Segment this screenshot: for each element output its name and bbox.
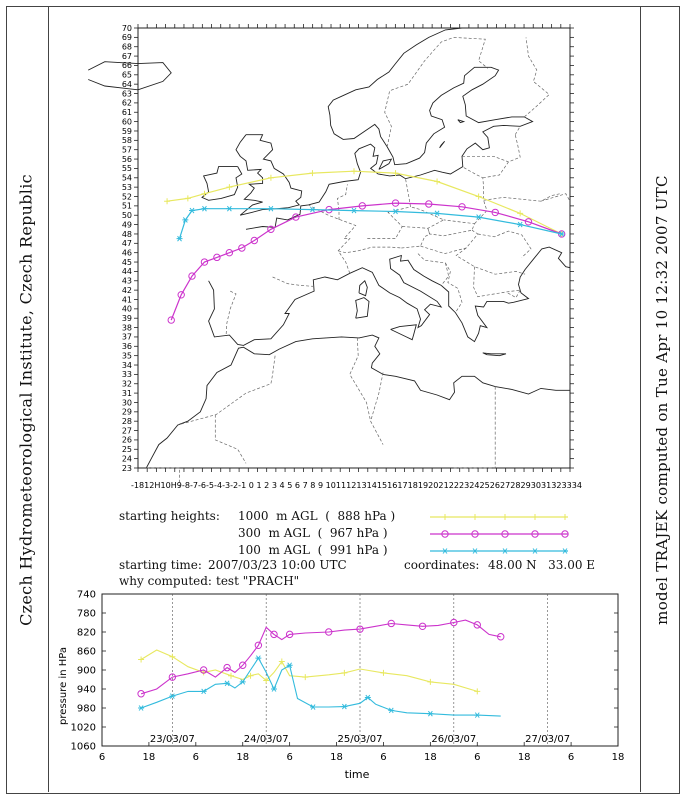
map-y-tick-label: 51 (121, 201, 132, 211)
map-x-tick-labels: -1812H10H9-8-7-6-5-4-3-2-1 0 1 2 3 4 5 6 7 8 9 10111213141516171819202122232425262728293031323334 (131, 480, 582, 490)
map-y-tick-label: 67 (121, 51, 132, 61)
map-y-tick-label: 70 (121, 23, 132, 33)
map-y-tick-label: 31 (121, 388, 132, 398)
pressure-x-tick-label: 6 (98, 752, 106, 763)
model-computed-title: model TRAJEK computed on Tue Apr 10 12:32 2007 UTC (653, 175, 671, 625)
map-y-tick-label: 39 (121, 314, 132, 324)
pressure-y-tick-label: 860 (76, 646, 96, 658)
right-divider (640, 6, 641, 792)
pressure-x-tick-label: 6 (192, 752, 200, 763)
map-y-tick-label: 59 (121, 126, 132, 136)
starting-time-value: 2007/03/23 10:00 UTC (208, 558, 347, 572)
map-y-tick-label: 35 (121, 351, 132, 361)
map-y-tick-label: 32 (121, 379, 132, 389)
map-y-tick-label: 54 (121, 173, 132, 183)
map-y-tick-label: 40 (121, 304, 132, 314)
pressure-y-tick-label: 900 (76, 665, 96, 677)
pressure-date-label: 25/03/07 (337, 734, 383, 745)
pressure-x-tick-label: 18 (611, 752, 625, 763)
map-y-tick-label: 68 (121, 42, 132, 52)
map-y-tick-label: 69 (121, 33, 132, 43)
pressure-x-tick-label: 18 (517, 752, 531, 763)
map-y-tick-label: 48 (121, 229, 132, 239)
pressure-y-tick-label: 740 (76, 589, 96, 601)
pressure-y-tick-label: 940 (76, 684, 96, 696)
map-y-tick-label: 52 (121, 192, 132, 202)
pressure-x-tick-label: 18 (423, 752, 437, 763)
map-y-tick-label: 58 (121, 136, 132, 146)
pressure-y-tick-label: 980 (76, 703, 96, 715)
pressure-x-tick-label: 6 (380, 752, 387, 763)
map-y-tick-label: 56 (121, 154, 132, 164)
map-y-tick-label: 24 (121, 454, 132, 464)
map-y-tick-label: 66 (121, 61, 132, 71)
map-y-tick-label: 61 (121, 108, 132, 118)
left-divider (48, 6, 49, 792)
map-y-tick-label: 55 (121, 164, 132, 174)
map-y-tick-label: 47 (121, 239, 132, 249)
pressure-y-tick-label: 1020 (70, 722, 96, 734)
map-y-tick-label: 38 (121, 323, 132, 333)
pressure-date-label: 26/03/07 (431, 734, 477, 745)
map-y-tick-label: 65 (121, 70, 132, 80)
pressure-x-tick-label: 6 (474, 752, 481, 763)
map-y-tick-label: 23 (121, 463, 132, 473)
pressure-date-label: 24/03/07 (243, 734, 289, 745)
pressure-x-tick-label: 6 (286, 752, 293, 763)
map-y-tick-label: 45 (121, 257, 132, 267)
pressure-date-label: 23/03/07 (149, 734, 195, 745)
pressure-x-tick-label: 18 (330, 752, 343, 763)
map-y-tick-label: 29 (121, 407, 132, 417)
legend-300m-label: 300 m AGL ( 967 hPa ) (238, 526, 388, 540)
map-y-tick-label: 25 (121, 445, 132, 455)
map-y-tick-label: 44 (121, 267, 132, 277)
legend-100m-label: 100 m AGL ( 991 hPa ) (238, 543, 388, 557)
pressure-x-tick-label: 6 (567, 752, 575, 763)
legend-1000m-label: 1000 m AGL ( 888 hPa ) (238, 509, 396, 523)
starting-time-label: starting time: (119, 558, 202, 572)
pressure-y-label: pressure in HPa (58, 647, 69, 725)
map-y-tick-label: 36 (121, 342, 132, 352)
map-y-tick-label: 50 (121, 211, 132, 221)
pressure-y-tick-label: 820 (76, 627, 96, 639)
page-frame (6, 6, 680, 794)
map-y-tick-label: 33 (121, 370, 132, 380)
why-computed-label: why computed: (119, 574, 212, 588)
map-y-tick-label: 27 (121, 426, 132, 436)
map-y-tick-label: 49 (121, 220, 132, 230)
pressure-date-label: 27/03/07 (525, 734, 571, 745)
map-y-tick-label: 26 (121, 435, 132, 445)
map-y-tick-label: 37 (121, 332, 132, 342)
pressure-y-tick-label: 780 (76, 608, 96, 620)
map-y-tick-label: 28 (121, 416, 132, 426)
map-y-tick-label: 57 (121, 145, 132, 155)
pressure-x-label: time (344, 768, 370, 781)
pressure-y-tick-label: 1060 (70, 741, 96, 753)
map-y-tick-label: 43 (121, 276, 132, 286)
map-y-tick-label: 53 (121, 182, 132, 192)
pressure-x-tick-label: 18 (236, 752, 250, 763)
map-y-tick-label: 30 (121, 398, 132, 408)
map-y-tick-label: 63 (121, 89, 132, 99)
coordinates-value: 48.00 N 33.00 E (488, 558, 596, 572)
coordinates-label: coordinates: (404, 558, 480, 572)
map-y-tick-label: 34 (121, 360, 132, 370)
map-y-tick-label: 62 (121, 98, 132, 108)
map-y-tick-label: 46 (121, 248, 132, 258)
pressure-x-tick-label: 18 (142, 752, 156, 763)
starting-heights-label: starting heights: (119, 509, 220, 523)
why-computed-value: test "PRACH" (216, 574, 300, 588)
map-y-tick-label: 42 (121, 285, 132, 295)
map-y-tick-label: 41 (121, 295, 132, 305)
map-y-tick-label: 64 (121, 79, 132, 89)
map-y-tick-label: 60 (121, 117, 132, 127)
institute-title: Czech Hydrometeorological Institute, Czech Republic (16, 174, 36, 626)
